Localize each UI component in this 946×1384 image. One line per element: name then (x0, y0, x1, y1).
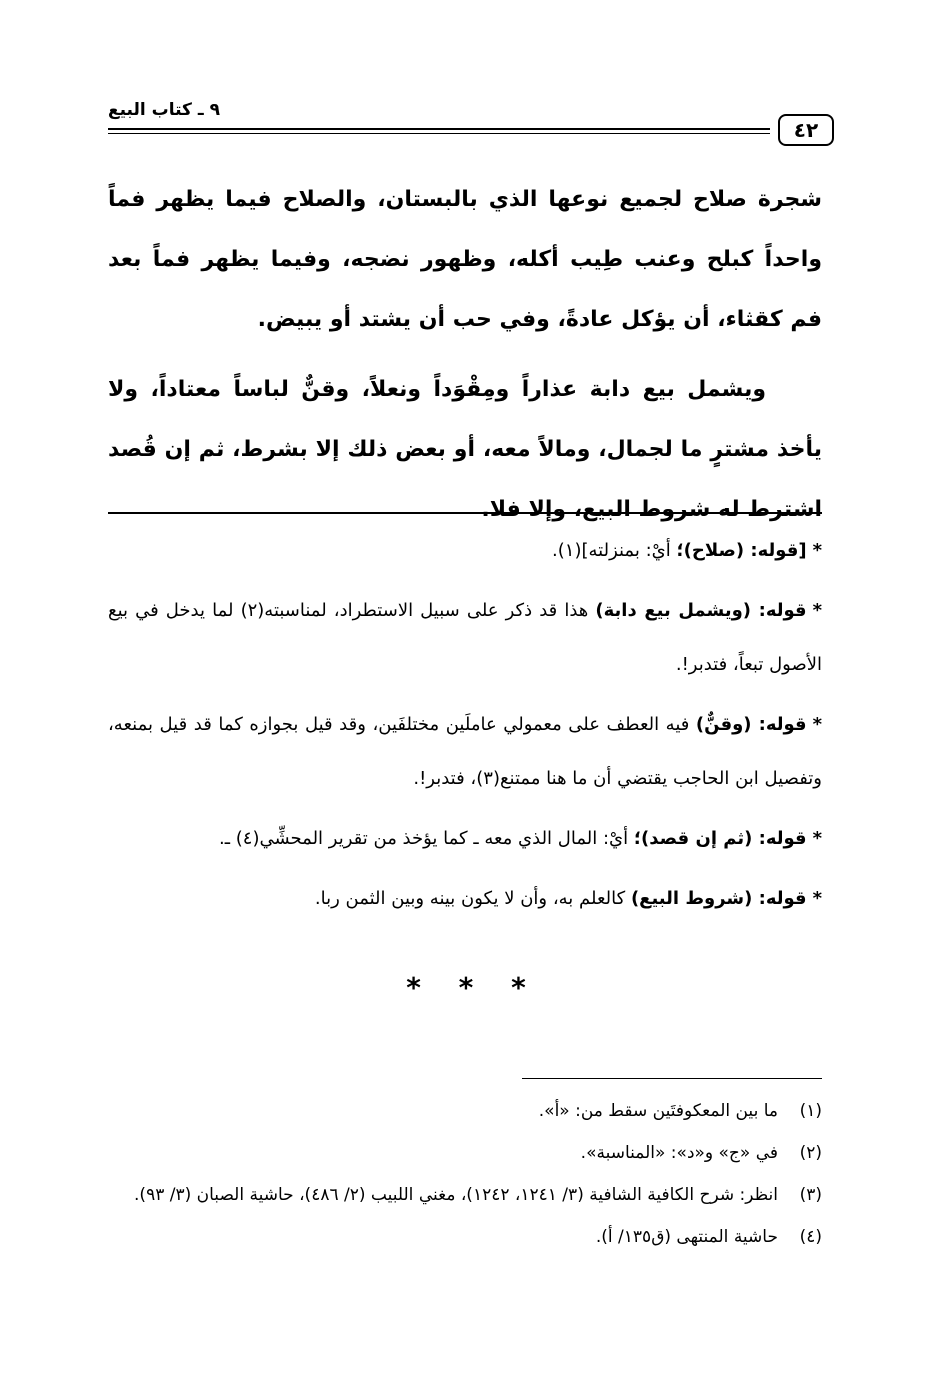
footnote-divider (522, 1078, 822, 1079)
footnotes (108, 1090, 822, 1258)
footnote-number: (٣) (799, 1185, 822, 1205)
section-divider (108, 512, 822, 514)
section-ornament: * * * (406, 971, 540, 1004)
main-paragraph: شجرة صلاح لجميع نوعها الذي بالبستان، والصلاح فيما يظهر فماً واحداً كبلح وعنب طِيب أكله، وظهور نضجه، وفيما يظهر فماً بعد فم كقثاء، أن يؤكل عادةً، وفي حب أن يشتد أو يبيض. (108, 187, 822, 332)
main-text (108, 170, 822, 540)
footnote-text: انظر: شرح الكافية الشافية (٣/ ١٢٤١، ١٢٤٢)، مغني اللبيب (٢/ ٤٨٦)، حاشية الصبان (٣/ ٩٣). (134, 1185, 778, 1205)
header-rule (108, 128, 770, 130)
commentary-text: هذا قد ذكر على سبيل الاستطراد، لمناسبته(٢) لما يدخل في بيع الأصول تبعاً، فتدبر!. (108, 600, 822, 675)
footnote (108, 1132, 822, 1174)
commentary-lead: قوله: (ويشمل بيع دابة) (595, 600, 807, 621)
main-paragraph: ويشمل بيع دابة عذاراً ومِقْوَداً ونعلاً، وقنٌّ لباساً معتاداً، ولا يأخذ مشترٍ ما لجمال، ومالاً معه، أو بعض ذلك إلا بشرط، ثم إن قُصد اشترط له شروط البيع، وإلا فلا. (108, 377, 822, 522)
asterisk-marker: * (812, 828, 822, 849)
commentary-lead: قوله: (وقنٌّ) (695, 714, 807, 735)
footnote-number: (١) (799, 1101, 822, 1121)
footnote-text: حاشية المنتهى (ق١٣٥/ أ). (595, 1227, 778, 1247)
commentary-item (108, 524, 822, 578)
footnote-text: في «ج» و«د»: «المناسبة». (580, 1143, 778, 1163)
commentary-text: فيه العطف على معمولي عاملَين مختلفَين، وقد قيل بجوازه كما قد قيل بمنعه، وتفصيل ابن الحاجب يقتضي أن ما هنا ممتنع(٣)، فتدبر!. (108, 714, 822, 789)
asterisk-marker: * (812, 540, 822, 561)
asterisk-marker: * (812, 714, 822, 735)
footnote-number: (٤) (799, 1227, 822, 1247)
commentary-lead: [قوله: (صلاح)؛ (676, 540, 807, 561)
page-number: ٤٢ (778, 114, 834, 146)
commentary-text: أيْ: بمنزلته](١). (552, 540, 677, 561)
commentary-text: أيْ: المال الذي معه ـ كما يؤخذ من تقرير المحشِّي(٤) ـ. (219, 828, 634, 849)
commentary-item (108, 812, 822, 866)
commentary-lead: قوله: (شروط البيع) (630, 888, 807, 909)
header-rule-thin (108, 133, 770, 134)
commentary-item (108, 872, 822, 926)
footnote-number: (٢) (799, 1143, 822, 1163)
footnote (108, 1216, 822, 1258)
commentary-lead: قوله: (ثم إن قصد)؛ (633, 828, 807, 849)
commentary-item (108, 584, 822, 692)
footnote-text: ما بين المعكوفتَين سقط من: «أ». (538, 1101, 778, 1121)
chapter-title: ٩ ـ كتاب البيع (108, 100, 220, 120)
asterisk-marker: * (812, 600, 822, 621)
commentary-item (108, 698, 822, 806)
asterisk-marker: * (812, 888, 822, 909)
footnote (108, 1090, 822, 1132)
commentary-text: كالعلم به، وأن لا يكون بينه وبين الثمن ربا. (314, 888, 631, 909)
footnote (108, 1174, 822, 1216)
commentary (108, 524, 822, 932)
page-header (108, 96, 838, 156)
